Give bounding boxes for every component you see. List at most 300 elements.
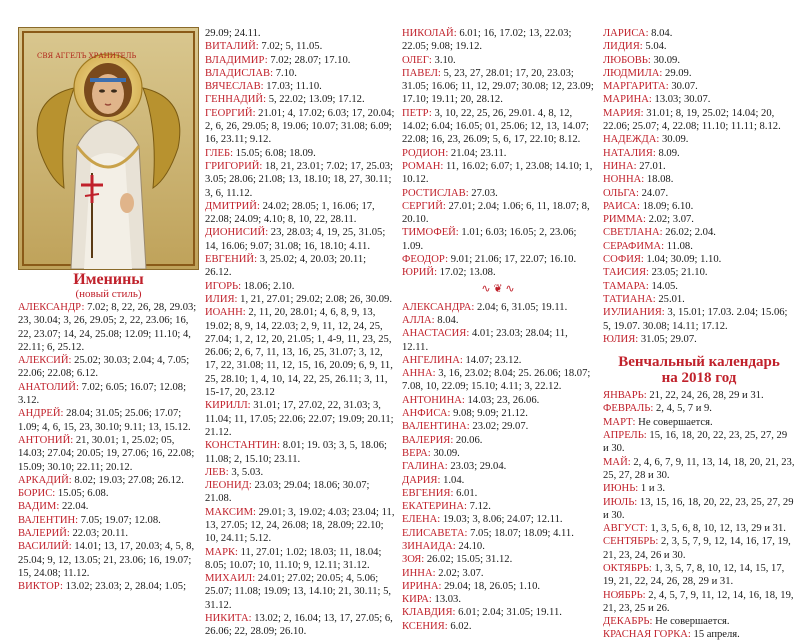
nameday-name: СОФИЯ: bbox=[603, 254, 644, 266]
nameday-dates: 9.08; 9.09; 21.12. bbox=[453, 408, 528, 420]
nameday-dates: 30.09. bbox=[653, 54, 680, 66]
nameday-entry bbox=[402, 527, 594, 540]
nameday-entry bbox=[205, 160, 395, 200]
nameday-name: АЛЕКСАНДРА: bbox=[402, 301, 475, 313]
namedays-list-4 bbox=[603, 27, 795, 346]
nameday-entry bbox=[402, 54, 594, 67]
nameday-entry bbox=[205, 67, 395, 80]
nameday-name: МАЙ: bbox=[603, 456, 631, 468]
nameday-dates: 7.10. bbox=[275, 67, 297, 79]
nameday-name: НОННА: bbox=[603, 174, 645, 186]
nameday-dates: 26.02; 15.05; 31.12. bbox=[426, 554, 513, 566]
nameday-name: ОКТЯБРЬ: bbox=[603, 562, 652, 574]
nameday-name: ВЯЧЕСЛАВ: bbox=[205, 81, 264, 93]
nameday-name: ЛАРИСА: bbox=[603, 28, 649, 39]
nameday-dates: 8.02; 19.03; 27.08; 26.12. bbox=[74, 474, 184, 486]
nameday-dates: 24.02; 28.05; 1, 16.06; 17, 22.08; 24.09; 4.10; 8, 10, 22, 28.11. bbox=[205, 200, 375, 226]
nameday-name: ТИМОФЕЙ: bbox=[402, 227, 459, 239]
nameday-dates: 3, 15.01; 17.03. 2.04; 15.06; 5, 19.07. 30.08; 14.11; 17.12. bbox=[603, 307, 788, 332]
nameday-name: АНФИСА: bbox=[402, 408, 451, 420]
nameday-entry bbox=[402, 266, 594, 279]
guardian-angel-icon bbox=[18, 27, 199, 270]
nameday-name: ИГОРЬ: bbox=[205, 280, 242, 292]
nameday-name: ИРИНА: bbox=[402, 580, 442, 592]
nameday-dates: 8.09. bbox=[658, 147, 680, 159]
nameday-dates: 13.03. bbox=[434, 594, 461, 606]
ornament-divider: ∿ ❦ ∿ bbox=[481, 282, 515, 295]
nameday-dates: 5.04. bbox=[645, 41, 667, 53]
nameday-entry bbox=[205, 226, 395, 253]
nameday-dates: 14.01; 13, 17, 20.03; 4, 5, 8, 25.04; 9, 12, 13.05; 21, 23.06; 16, 19.07; 15, 24.08; 11.12. bbox=[18, 541, 195, 579]
nameday-dates: 23.03; 29.04; 18.06; 30.07; 21.08. bbox=[205, 480, 370, 505]
nameday-entry bbox=[603, 54, 795, 67]
wedding-month-entry bbox=[603, 615, 795, 628]
nameday-entry bbox=[205, 506, 395, 546]
nameday-name: МИХАИЛ: bbox=[205, 573, 256, 585]
nameday-name: АНАСТАСИЯ: bbox=[402, 328, 470, 340]
nameday-name: ЗОЯ: bbox=[402, 554, 425, 566]
nameday-entry bbox=[205, 466, 395, 479]
icon-inscription: СВЯ АГГЕЛЪ ХРАНИТЕЛЬ bbox=[37, 52, 137, 60]
nameday-name: АЛЕКСАНДР: bbox=[18, 302, 85, 313]
nameday-dates: 27.03. bbox=[471, 187, 498, 199]
nameday-dates: 1, 3, 5, 6, 8, 10, 12, 13, 29 и 31. bbox=[650, 523, 786, 535]
nameday-dates: 1, 21, 27.01; 29.02; 2.08; 26, 30.09. bbox=[240, 293, 393, 305]
nameday-entry bbox=[402, 460, 594, 473]
nameday-entry bbox=[603, 40, 795, 53]
nameday-entry bbox=[603, 107, 795, 134]
nameday-dates: 3, 10, 22, 25, 26, 29.01. 4, 8, 12, 14.02; 6.04; 16.05; 01, 25.06; 12, 13, 14.07; 22.08; 16, 23, 26.09; 5, 6, 17, 22.10; 8.12. bbox=[402, 107, 589, 146]
nameday-name: ЕКАТЕРИНА: bbox=[402, 501, 467, 513]
nameday-dates: 1.01; 6.03; 16.05; 2, 23.06; 1.09. bbox=[402, 227, 577, 252]
nameday-name: МАРГАРИТА: bbox=[603, 81, 669, 93]
column-3 bbox=[402, 0, 594, 633]
nameday-name: НИКИТА: bbox=[205, 613, 252, 625]
nameday-name: ЛИДИЯ: bbox=[603, 41, 643, 53]
nameday-dates: 7.02; 28.07; 17.10. bbox=[270, 54, 351, 66]
wedding-month-entry bbox=[603, 522, 795, 535]
nameday-name: АЛЕКСИЙ: bbox=[18, 355, 72, 367]
nameday-entry bbox=[205, 147, 395, 160]
nameday-entry bbox=[402, 447, 594, 460]
nameday-dates: 26.02; 2.04. bbox=[665, 227, 716, 239]
namedays-list-2 bbox=[205, 27, 395, 639]
nameday-name: МАРТ: bbox=[603, 416, 636, 428]
nameday-name: НАДЕЖДА: bbox=[603, 134, 660, 146]
nameday-entry bbox=[18, 301, 199, 354]
nameday-dates: 11.08. bbox=[666, 240, 693, 252]
nameday-entry bbox=[18, 500, 199, 513]
nameday-name: АННА: bbox=[402, 368, 436, 380]
nameday-dates: 23.02; 29.07. bbox=[472, 421, 529, 433]
nameday-dates: 4.01; 23.03; 28.04; 11, 12.11. bbox=[402, 328, 568, 353]
nameday-name: МАРК: bbox=[205, 546, 238, 558]
nameday-dates: 8.01; 19. 03; 3, 5, 18.06; 11.08; 2, 15.10; 23.11. bbox=[205, 440, 387, 465]
nameday-name: ЕВГЕНИЯ: bbox=[402, 487, 454, 499]
nameday-dates: 3, 25.02; 4, 20.03; 20.11; 26.12. bbox=[205, 254, 367, 279]
nameday-entry bbox=[603, 160, 795, 173]
nameday-dates: 23.03; 29.04. bbox=[450, 461, 507, 473]
nameday-dates: 24.10. bbox=[458, 540, 485, 552]
nameday-dates: 6.01; 2.04; 31.05; 19.11. bbox=[458, 607, 562, 619]
nameday-entry bbox=[402, 407, 594, 420]
nameday-dates: 28.04; 31.05; 25.06; 17.07; 1.09; 4, 6, 15, 23, 30.10; 9.11; 13, 15.12. bbox=[18, 408, 191, 433]
nameday-name: КРАСНАЯ ГОРКА: bbox=[603, 629, 691, 641]
nameday-entry bbox=[603, 266, 795, 279]
nameday-entry bbox=[402, 620, 594, 633]
nameday-dates: 31.01; 17, 27.02, 22, 31.03; 3, 11.04; 11, 17.05; 22.06; 22.07; 19.09; 20.11; 21.12. bbox=[205, 400, 394, 438]
nameday-entry bbox=[603, 27, 795, 40]
nameday-dates: 2, 4, 5, 7, 9, 11, 12, 14, 16, 18, 19, 21, 23, 25 и 26. bbox=[603, 589, 794, 614]
nameday-dates: 30.09. bbox=[661, 134, 689, 146]
nameday-dates: 7.05; 19.07; 12.08. bbox=[80, 514, 161, 526]
nameday-entry bbox=[402, 200, 594, 227]
nameday-entry bbox=[402, 540, 594, 553]
nameday-name: МАРИНА: bbox=[603, 94, 652, 106]
wedding-month-entry bbox=[603, 535, 795, 562]
nameday-entry bbox=[18, 580, 199, 593]
nameday-name: ОЛЕГ: bbox=[402, 54, 432, 66]
nameday-dates: 29.09; 24.11. bbox=[205, 28, 261, 39]
nameday-entry bbox=[18, 487, 199, 500]
nameday-dates: 22.03; 20.11. bbox=[72, 528, 129, 540]
nameday-name: ЕВГЕНИЙ: bbox=[205, 254, 258, 266]
nameday-entry bbox=[205, 253, 395, 280]
nameday-name: НАТАЛИЯ: bbox=[603, 147, 656, 159]
nameday-dates: 15.05; 6.08. bbox=[57, 488, 109, 500]
nameday-name: СЕРГИЙ: bbox=[402, 200, 446, 212]
nameday-entry bbox=[603, 173, 795, 186]
nameday-name: ГРИГОРИЙ: bbox=[205, 160, 263, 172]
nameday-name: ГЛЕБ: bbox=[205, 147, 234, 159]
nameday-dates: 29.01; 3, 19.02; 4.03; 23.04; 11, 13, 27.05; 12, 24, 26.08; 18, 28.09; 22.10; 10, 24.11; 5.12. bbox=[205, 506, 395, 545]
nameday-dates: 23.05; 21.10. bbox=[651, 267, 708, 279]
nameday-entry bbox=[18, 434, 199, 474]
nameday-entry bbox=[402, 580, 594, 593]
wedding-month-entry bbox=[603, 482, 795, 495]
wedding-calendar-year: на 2018 год bbox=[661, 370, 737, 387]
nameday-dates: 1 и 3. bbox=[640, 483, 666, 495]
nameday-entry bbox=[18, 381, 199, 408]
nameday-name: ЗИНАИДА: bbox=[402, 540, 456, 552]
nameday-name: ВАЛЕНТИН: bbox=[18, 514, 79, 526]
nameday-name: АВГУСТ: bbox=[603, 523, 648, 535]
nameday-dates: 7.05; 18.07; 18.09; 4.11. bbox=[470, 527, 574, 539]
nameday-dates: 2, 4, 5, 7 и 9. bbox=[655, 403, 712, 415]
nameday-name: ПЕТР: bbox=[402, 107, 432, 119]
nameday-dates: 30.07. bbox=[671, 81, 698, 93]
nameday-name: ОЛЬГА: bbox=[603, 187, 639, 199]
nameday-dates: 18.06; 2.10. bbox=[243, 280, 295, 292]
nameday-dates: 23, 28.03; 4, 19, 25, 31.05; 14, 16.06; 9.07; 31.08; 16, 18.10; 4.11. bbox=[205, 227, 386, 252]
nameday-name: КИРИЛЛ: bbox=[205, 400, 251, 412]
nameday-dates: 7.12. bbox=[469, 501, 491, 513]
nameday-dates: 21.01; 4, 17.02; 6.03; 17, 20.04; 2, 6, 26, 29.05; 8, 19.06; 10.07; 31.08; 6.09; 16, 23.11; 9.12. bbox=[205, 107, 395, 146]
nameday-entry bbox=[402, 147, 594, 160]
nameday-entry bbox=[603, 187, 795, 200]
nameday-entry bbox=[402, 474, 594, 487]
nameday-name: ВАЛЕНТИНА: bbox=[402, 421, 470, 433]
nameday-entry bbox=[18, 354, 199, 381]
nameday-dates: 27.01; 2.04; 1.06; 6, 11, 18.07; 8, 20.10. bbox=[402, 200, 590, 226]
nameday-entry bbox=[603, 293, 795, 306]
nameday-entry bbox=[205, 93, 395, 106]
nameday-dates: 2, 4, 6, 7, 9, 11, 13, 14, 18, 20, 21, 23, 25, 27, 28 и 30. bbox=[603, 456, 795, 481]
nameday-name: ВАСИЛИЙ: bbox=[18, 541, 72, 553]
nameday-name: РАИСА: bbox=[603, 200, 640, 212]
nameday-entry bbox=[603, 226, 795, 239]
column-4 bbox=[603, 0, 795, 642]
nameday-entry bbox=[402, 301, 594, 314]
nameday-entry bbox=[402, 27, 594, 54]
nameday-dates: 6.01. bbox=[456, 487, 478, 499]
nameday-dates: 1.04. bbox=[443, 474, 465, 486]
nameday-name: ЛЕВ: bbox=[205, 466, 229, 478]
nameday-name: ЕЛИСАВЕТА: bbox=[402, 527, 468, 539]
nameday-name: АНТОНИНА: bbox=[402, 394, 465, 406]
nameday-name: ИОАНН: bbox=[205, 307, 246, 319]
nameday-dates: 11, 27.01; 1.02; 18.03; 11, 18.04; 8.05; 10.07; 10, 11.10; 9, 12.11; 31.12. bbox=[205, 546, 382, 571]
nameday-name: РИММА: bbox=[603, 214, 646, 226]
nameday-name: ЮРИЙ: bbox=[402, 267, 438, 279]
nameday-name: АНАТОЛИЙ: bbox=[18, 381, 79, 393]
nameday-dates: 7.02; 8, 22, 26, 28, 29.03; 23, 30.04; 3, 26, 29.05; 2, 22, 23.06; 16, 22, 23.07; 14, 24, 25.08; 12.09; 11.10; 4, 22.11; 6, 25.12. bbox=[18, 302, 197, 353]
nameday-dates: 15 апреля. bbox=[693, 629, 740, 641]
nameday-entry bbox=[603, 253, 795, 266]
nameday-dates: 21, 30.01; 1, 25.02; 05, 14.03; 27.04; 20.05; 19, 27.06; 16, 22.08; 15.09; 30.10; 22.11; 20.12. bbox=[18, 434, 195, 473]
nameday-dates: 18.08. bbox=[646, 174, 674, 186]
nameday-entry bbox=[603, 147, 795, 160]
nameday-dates: 21.04; 23.11. bbox=[450, 147, 507, 159]
nameday-dates: 2.02; 3.07. bbox=[438, 567, 484, 579]
nameday-entry bbox=[603, 306, 795, 333]
nameday-entry bbox=[402, 394, 594, 407]
wedding-month-entry bbox=[603, 402, 795, 415]
nameday-dates: 29.09. bbox=[665, 67, 692, 79]
nameday-name: ВАЛЕРИЯ: bbox=[402, 434, 454, 446]
nameday-entry bbox=[603, 280, 795, 293]
nameday-name: КЛАВДИЯ: bbox=[402, 607, 456, 619]
nameday-entry bbox=[402, 420, 594, 433]
nameday-dates: 2.02; 3.07. bbox=[648, 214, 694, 226]
nameday-entry bbox=[402, 187, 594, 200]
nameday-entry bbox=[603, 80, 795, 93]
nameday-entry bbox=[402, 160, 594, 187]
nameday-name: МАРИЯ: bbox=[603, 107, 644, 119]
nameday-name: ДЕКАБРЬ: bbox=[603, 616, 653, 628]
nameday-name: ДАРИЯ: bbox=[402, 474, 441, 486]
nameday-name: АЛЛА: bbox=[402, 314, 435, 326]
nameday-name: МАКСИМ: bbox=[205, 506, 256, 518]
nameday-name: ЕЛЕНА: bbox=[402, 514, 441, 526]
nameday-dates: 8.04. bbox=[437, 314, 459, 326]
nameday-name: БОРИС: bbox=[18, 488, 56, 500]
nameday-name: ЛЮДМИЛА: bbox=[603, 67, 663, 79]
nameday-dates: 5, 22.02; 13.09; 17.12. bbox=[268, 94, 365, 106]
nameday-dates: 18.09; 6.10. bbox=[642, 200, 694, 212]
nameday-entry bbox=[402, 226, 594, 253]
nameday-dates: 2.04; 6, 31.05; 19.11. bbox=[476, 301, 568, 313]
nameday-entry bbox=[205, 612, 395, 639]
nameday-dates: 14.03; 23, 26.06. bbox=[467, 394, 540, 406]
wedding-calendar-list bbox=[603, 389, 795, 642]
nameday-dates: 24.01; 27.02; 20.05; 4, 5.06; 25.07; 11.08; 19.09; 13, 14.10; 21, 30.11; 5, 31.12. bbox=[205, 573, 392, 611]
nameday-name: АНГЕЛИНА: bbox=[402, 354, 463, 366]
wedding-month-entry bbox=[603, 389, 795, 402]
nameday-entry bbox=[402, 553, 594, 566]
nameday-name: ТАИСИЯ: bbox=[603, 267, 649, 279]
nameday-name: ГЕННАДИЙ: bbox=[205, 94, 267, 106]
nameday-name: ТАТИАНА: bbox=[603, 293, 656, 305]
nameday-entry bbox=[402, 253, 594, 266]
nameday-name: ИЮНЬ: bbox=[603, 483, 639, 495]
nameday-dates: 13, 15, 16, 18, 20, 22, 23, 25, 27, 29 и 30. bbox=[603, 496, 794, 521]
nameday-entry bbox=[205, 439, 395, 466]
nameday-entry bbox=[18, 474, 199, 487]
nameday-dates: 22.04. bbox=[61, 501, 89, 513]
nameday-name: ГАЛИНА: bbox=[402, 461, 448, 473]
nameday-entry bbox=[402, 606, 594, 619]
nameday-name: ДМИТРИЙ: bbox=[205, 200, 260, 212]
nameday-name: ИЛИЯ: bbox=[205, 293, 238, 305]
nameday-entry bbox=[402, 67, 594, 107]
nameday-entry bbox=[402, 567, 594, 580]
nameday-name: ЛЮБОВЬ: bbox=[603, 54, 651, 66]
nameday-entry bbox=[205, 40, 395, 53]
nameday-entry bbox=[603, 133, 795, 146]
nameday-name: ВЕРА: bbox=[402, 447, 431, 459]
nameday-name: КИРА: bbox=[402, 594, 432, 606]
nameday-dates: 7.02; 6.05; 16.07; 12.08; 3.12. bbox=[18, 381, 187, 407]
nameday-dates: 7.02; 5, 11.05. bbox=[261, 41, 323, 53]
nameday-dates: 1.04; 30.09; 1.10. bbox=[646, 254, 722, 266]
nameday-name: СВЕТЛАНА: bbox=[603, 227, 663, 239]
nameday-entry bbox=[603, 67, 795, 80]
nameday-dates: 2, 11, 20, 28.01; 4, 6, 8, 9, 13, 19.02; 8, 9, 14, 22.03; 2, 9, 11, 12, 24, 25, 27.04; 1, 2, 12, 20, 21.05; 1, 4-9, 11, 23, 25, 26.06; 2, 6, 7, 11, 13, 16, 25, 31.07; 3, 12, 17, 22, 31.08; 11, 12, 15, 16, 20.09; 6, 9, 11, 25, 28.10; 1, 4, 10, 14, 22, 25, 26.11; 3, 11, 15-17, 20, 23.12 bbox=[205, 307, 393, 399]
nameday-entry bbox=[18, 407, 199, 434]
page-subtitle: (новый стиль) bbox=[75, 288, 142, 300]
nameday-entry bbox=[205, 572, 395, 612]
nameday-name: АРКАДИЙ: bbox=[18, 474, 72, 486]
nameday-name: СЕНТЯБРЬ: bbox=[603, 536, 659, 548]
nameday-dates: 5, 23, 27, 28.01; 17, 20, 23.03; 31.05; 16.06; 11, 12, 29.07; 30.08; 12, 23.09; 17.10; 19.11; 20, 28.12. bbox=[402, 67, 594, 106]
nameday-name: ФЕВРАЛЬ: bbox=[603, 403, 654, 415]
nameday-entry bbox=[402, 500, 594, 513]
nameday-name: ДИОНИСИЙ: bbox=[205, 227, 269, 239]
namedays-list-3 bbox=[402, 27, 594, 633]
nameday-dates: 14.07; 23.12. bbox=[465, 354, 522, 366]
nameday-entry bbox=[402, 327, 594, 354]
nameday-entry bbox=[603, 93, 795, 106]
nameday-dates: 3.10. bbox=[434, 54, 456, 66]
wedding-month-entry bbox=[603, 429, 795, 456]
nameday-dates: 8.04. bbox=[651, 28, 673, 39]
nameday-dates: 13.02; 23.03; 2, 28.04; 1.05; bbox=[65, 581, 187, 593]
nameday-dates: 29.04; 18, 26.05; 1.10. bbox=[444, 580, 541, 592]
nameday-dates: 3, 16, 23.02; 8.04; 25. 26.06; 18.07; 7.08, 10, 22.09; 15.10; 4.11; 3, 22.12. bbox=[402, 368, 591, 393]
nameday-dates: 20.06. bbox=[455, 434, 483, 446]
nameday-entry bbox=[18, 514, 199, 527]
nameday-name: СЕРАФИМА: bbox=[603, 240, 665, 252]
nameday-dates: 6.01; 16, 17.02; 13, 22.03; 22.05; 9.08; 19.12. bbox=[402, 28, 572, 53]
nameday-name: ИЮЛЬ: bbox=[603, 496, 638, 508]
nameday-dates: 9.01; 21.06; 17, 22.07; 16.10. bbox=[450, 254, 577, 266]
nameday-dates: 30.09. bbox=[433, 447, 460, 459]
nameday-dates: 2, 3, 5, 7, 9, 12, 14, 16, 17, 19, 21, 23, 24, 26 и 30. bbox=[603, 536, 791, 561]
nameday-dates: 13.03; 30.07. bbox=[654, 94, 711, 106]
nameday-entry bbox=[603, 333, 795, 346]
column-2 bbox=[205, 0, 395, 639]
nameday-entry bbox=[402, 107, 594, 147]
wedding-month-entry bbox=[603, 416, 795, 429]
wedding-month-entry bbox=[603, 628, 795, 641]
nameday-name: АНТОНИЙ: bbox=[18, 434, 74, 446]
nameday-dates: 21, 22, 24, 26, 28, 29 и 31. bbox=[649, 390, 764, 402]
nameday-name: ВАДИМ: bbox=[18, 501, 60, 513]
nameday-name: КСЕНИЯ: bbox=[402, 620, 448, 632]
nameday-entry bbox=[402, 354, 594, 367]
nameday-dates: 17.03; 11.10. bbox=[266, 81, 322, 93]
nameday-name: ВИКТОР: bbox=[18, 581, 63, 593]
wedding-calendar-title: Венчальный календарь bbox=[618, 354, 780, 371]
nameday-name: РОМАН: bbox=[402, 160, 444, 172]
nameday-name: ФЕОДОР: bbox=[402, 254, 449, 266]
nameday-name: ИННА: bbox=[402, 567, 436, 579]
namedays-list-1 bbox=[18, 301, 199, 594]
nameday-name: НИКОЛАЙ: bbox=[402, 28, 457, 39]
nameday-name: АНДРЕЙ: bbox=[18, 408, 64, 420]
nameday-name: АПРЕЛЬ: bbox=[603, 430, 647, 442]
nameday-entry bbox=[18, 540, 199, 580]
nameday-entry bbox=[205, 107, 395, 147]
nameday-name: КОНСТАНТИН: bbox=[205, 440, 281, 452]
nameday-entry bbox=[402, 487, 594, 500]
nameday-name: ВЛАДИСЛАВ: bbox=[205, 67, 274, 79]
nameday-dates: 6.02. bbox=[450, 620, 472, 632]
column-1 bbox=[18, 0, 199, 594]
wedding-month-entry bbox=[603, 496, 795, 523]
nameday-dates: 25.02; 30.03; 2.04; 4, 7.05; 22.06; 22.08; 6.12. bbox=[18, 355, 190, 380]
wedding-month-entry bbox=[603, 589, 795, 616]
nameday-name: ВЛАДИМИР: bbox=[205, 54, 268, 66]
nameday-dates: 31.05; 29.07. bbox=[640, 333, 697, 345]
nameday-entry bbox=[205, 546, 395, 573]
nameday-name: ВАЛЕРИЙ: bbox=[18, 528, 70, 540]
nameday-dates: 24.07. bbox=[641, 187, 669, 199]
nameday-name: ТАМАРА: bbox=[603, 280, 649, 292]
nameday-entry bbox=[18, 527, 199, 540]
nameday-dates: 27.01. bbox=[639, 160, 666, 172]
nameday-name: ЮЛИЯ: bbox=[603, 333, 639, 345]
nameday-name: ЛЕОНИД: bbox=[205, 480, 252, 492]
nameday-name: ГЕОРГИЙ: bbox=[205, 107, 256, 119]
nameday-entry bbox=[603, 240, 795, 253]
nameday-dates: Не совершается. bbox=[655, 616, 730, 628]
nameday-name: ИУЛИАНИЯ: bbox=[603, 307, 665, 319]
nameday-dates: Не совершается. bbox=[638, 416, 713, 428]
nameday-entry bbox=[205, 27, 395, 40]
nameday-dates: 31.01; 8, 19, 25.02; 14.04; 20, 22.06; 25.07; 4, 22.08; 11.10; 11.11; 8.12. bbox=[603, 107, 781, 133]
wedding-month-entry bbox=[603, 562, 795, 589]
nameday-dates: 17.02; 13.08. bbox=[439, 267, 496, 279]
nameday-entry bbox=[603, 213, 795, 226]
nameday-entry bbox=[402, 434, 594, 447]
nameday-name: ВИТАЛИЙ: bbox=[205, 41, 259, 53]
nameday-dates: 15, 16, 18, 20, 22, 23, 25, 27, 29 и 30. bbox=[603, 430, 788, 455]
nameday-entry bbox=[402, 513, 594, 526]
page-title: Именины bbox=[73, 271, 144, 288]
nameday-name: ПАВЕЛ: bbox=[402, 67, 441, 79]
